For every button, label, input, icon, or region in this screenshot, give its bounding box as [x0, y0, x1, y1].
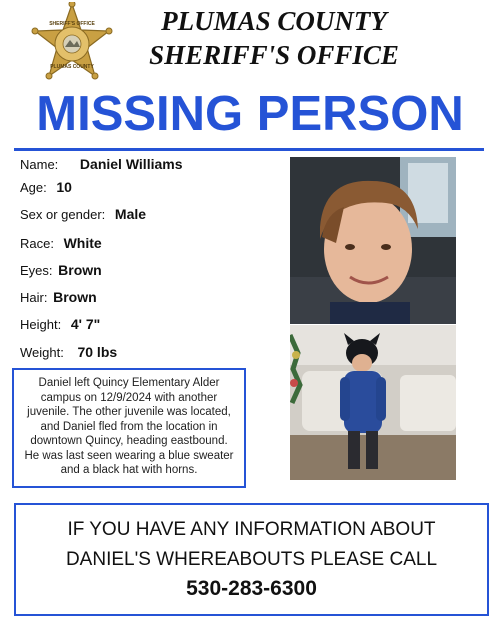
sheriff-star-badge-icon — [26, 2, 118, 86]
description-line: campus on 12/9/2024 with another — [40, 391, 218, 404]
eyes-label: Eyes: — [20, 263, 53, 278]
title-divider — [14, 148, 484, 151]
description-line: juvenile. The other juvenile was located, — [27, 406, 231, 418]
sex-value: Male — [114, 206, 147, 222]
info-age — [20, 179, 72, 195]
eyes-value: Brown — [58, 262, 102, 278]
incident-description — [12, 368, 246, 488]
badge-text-top: SHERIFF'S OFFICE — [49, 21, 95, 27]
agency-line-1: PLUMAS COUNTY — [161, 6, 387, 36]
description-line: He was last seen wearing a blue sweater — [24, 449, 234, 462]
contact-callout — [14, 503, 489, 616]
photo-face — [290, 157, 456, 324]
description-line: and a black hat with horns. — [60, 464, 198, 476]
hair-label: Hair: — [20, 290, 48, 305]
weight-label: Weight: — [20, 345, 64, 360]
name-value: Daniel Williams — [79, 156, 183, 172]
description-line: and Daniel fled from the location in — [40, 420, 218, 433]
age-label: Age: — [20, 180, 47, 195]
race-label: Race: — [20, 236, 54, 251]
page-title: MISSING PERSON — [36, 87, 464, 141]
cta-line-1: IF YOU HAVE ANY INFORMATION ABOUT — [67, 519, 436, 540]
header — [0, 0, 500, 90]
height-value: 4' 7" — [70, 316, 101, 332]
info-height — [20, 316, 100, 332]
info-name — [20, 156, 183, 172]
sex-label: Sex or gender: — [20, 207, 106, 222]
photo-full-body — [290, 325, 456, 480]
description-line: Daniel left Quincy Elementary Alder — [38, 377, 220, 389]
hair-value: Brown — [53, 289, 97, 305]
info-race — [20, 235, 102, 251]
badge-text-bottom: PLUMAS COUNTY — [50, 64, 94, 70]
photo-face-image — [290, 157, 456, 324]
cta-line-2: DANIEL'S WHEREABOUTS PLEASE CALL — [65, 549, 438, 570]
name-label: Name: — [20, 157, 59, 172]
description-line: downtown Quincy, heading eastbound. — [30, 435, 228, 447]
contact-phone-number[interactable]: 530-283-6300 — [186, 577, 317, 600]
info-eyes — [20, 262, 102, 278]
info-sex — [20, 206, 146, 222]
info-hair — [20, 289, 97, 305]
age-value: 10 — [56, 179, 72, 195]
weight-value: 70 lbs — [77, 344, 118, 360]
agency-line-2: SHERIFF'S OFFICE — [149, 40, 399, 70]
race-value: White — [63, 235, 102, 251]
agency-name — [118, 4, 430, 72]
height-label: Height: — [20, 317, 62, 332]
info-weight — [20, 344, 117, 360]
photo-full-body-image — [290, 325, 456, 480]
